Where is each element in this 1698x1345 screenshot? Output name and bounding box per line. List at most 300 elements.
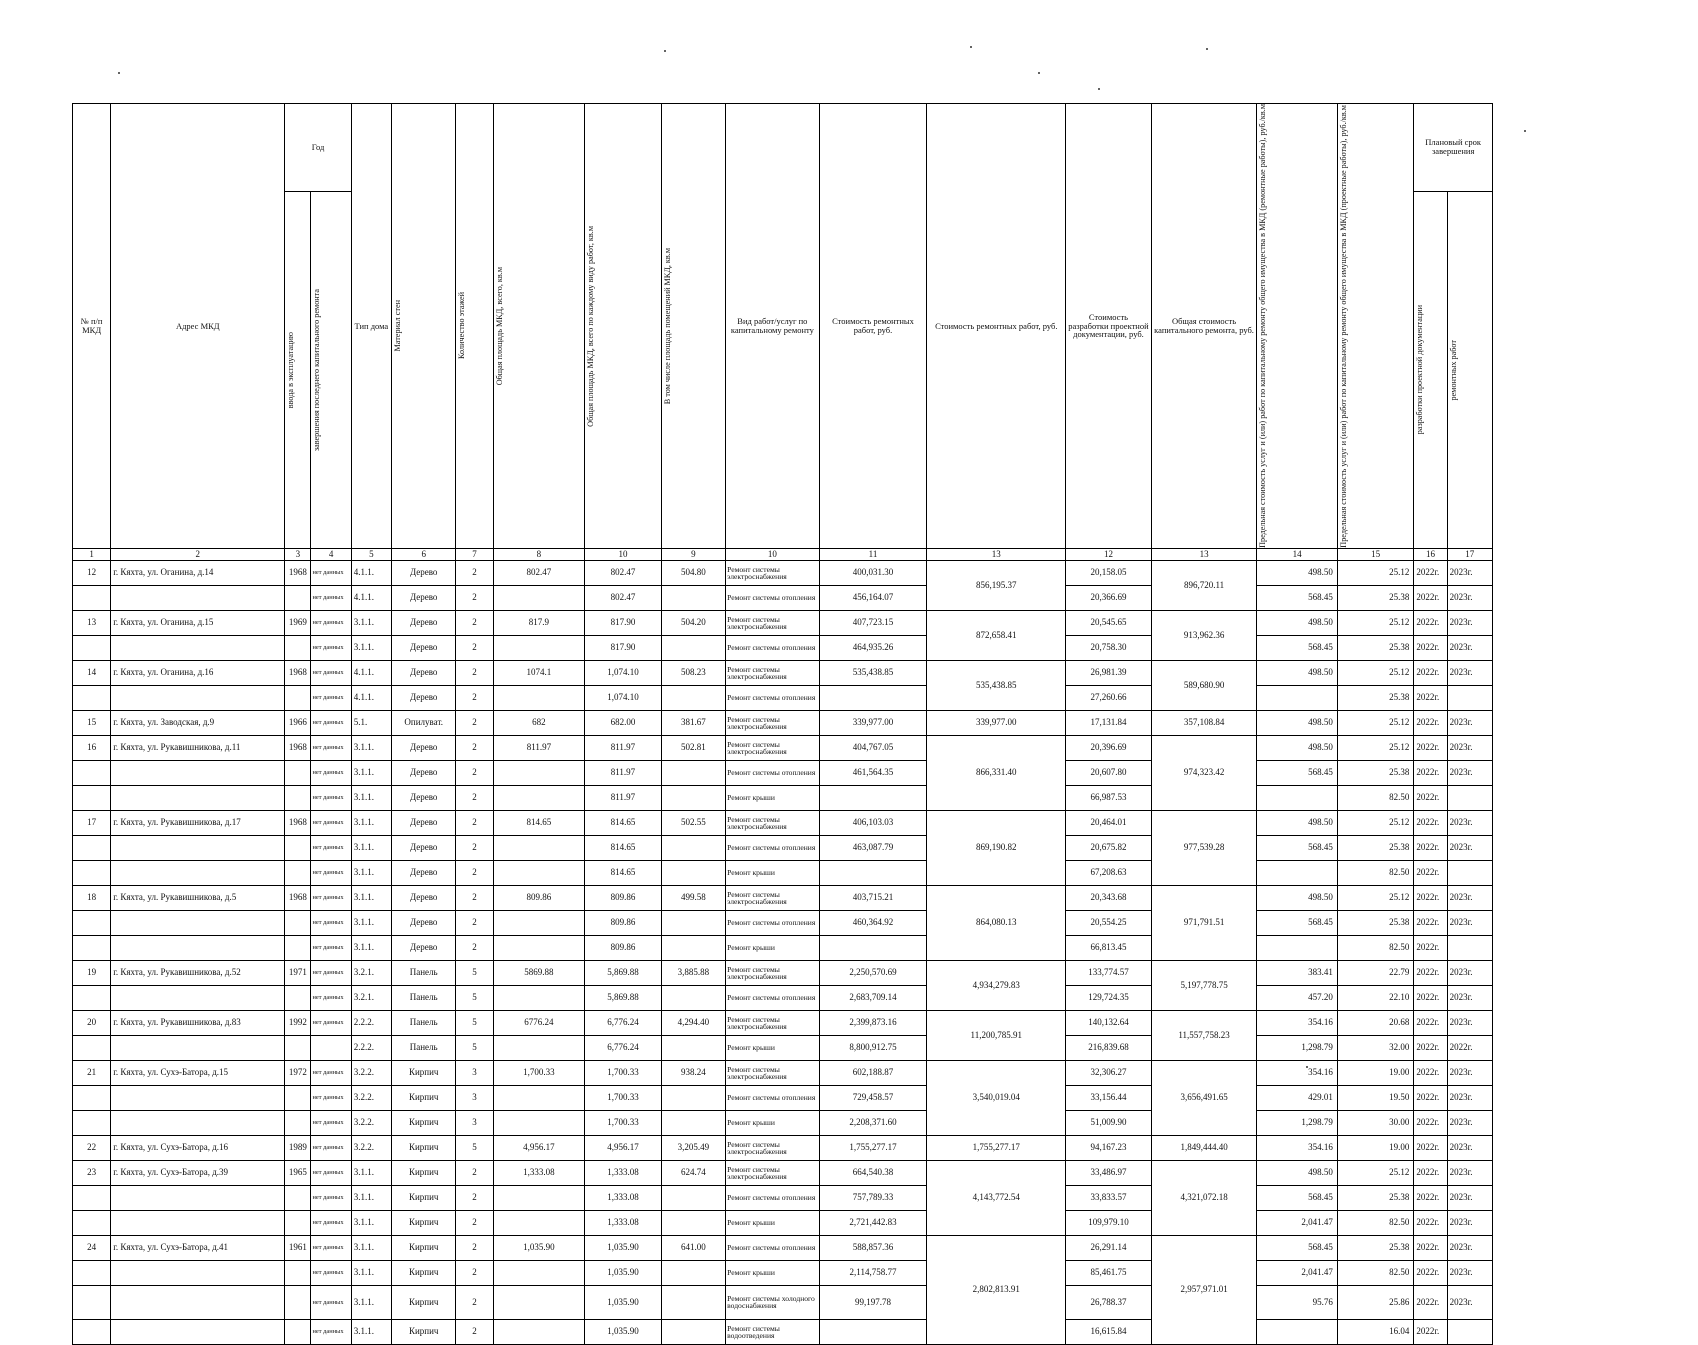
- table-row: [73, 560, 1493, 585]
- floors: 2: [456, 860, 493, 885]
- cost-design: 33,833.57: [1066, 1185, 1152, 1210]
- cost-design: 17,131.84: [1066, 710, 1152, 735]
- mkd-number: [73, 585, 111, 610]
- table-row: [73, 585, 1493, 610]
- year-last-repair: нет данных: [311, 660, 351, 685]
- wall-material: Дерево: [391, 760, 455, 785]
- work-type: Ремонт системы электроснабжения: [726, 710, 820, 735]
- total-area: 682: [493, 710, 585, 735]
- floors: 2: [456, 710, 493, 735]
- mkd-address: [111, 1085, 285, 1110]
- table-row: [73, 710, 1493, 735]
- wall-material: Кирпич: [391, 1160, 455, 1185]
- cost-repair: 464,935.26: [819, 635, 927, 660]
- total-area: 814.65: [493, 810, 585, 835]
- area-by-work: 1,035.90: [585, 1319, 661, 1344]
- total-area: 4,956.17: [493, 1135, 585, 1160]
- mkd-number: [73, 935, 111, 960]
- cost-design: 51,009.90: [1066, 1110, 1152, 1135]
- mkd-address: г. Кяхта, ул. Заводская, д.9: [111, 710, 285, 735]
- capital-repair-table: [72, 103, 1493, 1345]
- work-type: Ремонт системы отопления: [726, 585, 820, 610]
- header-plan-group: Плановый срок завершения: [1414, 104, 1493, 192]
- year-last-repair: нет данных: [311, 585, 351, 610]
- area-by-work: 811.97: [585, 735, 661, 760]
- plan-repair: [1447, 860, 1492, 885]
- cost-design: 20,554.25: [1066, 910, 1152, 935]
- year-last-repair: нет данных: [311, 710, 351, 735]
- total-area: [493, 860, 585, 885]
- plan-repair: 2023г.: [1447, 810, 1492, 835]
- limit-repair: 354.16: [1257, 1135, 1338, 1160]
- house-type: 3.1.1.: [351, 1210, 391, 1235]
- plan-repair: 2023г.: [1447, 1110, 1492, 1135]
- year-commission: 1968: [285, 660, 311, 685]
- cost-repair: 8,800,912.75: [819, 1035, 927, 1060]
- work-type: Ремонт системы электроснабжения: [726, 960, 820, 985]
- floors: 3: [456, 1060, 493, 1085]
- plan-repair: [1447, 935, 1492, 960]
- work-type: Ремонт системы отопления: [726, 635, 820, 660]
- scan-speck: [118, 72, 120, 74]
- floors: 2: [456, 560, 493, 585]
- header-cost-repair-total: Стоимость ремонтных работ, руб.: [927, 104, 1066, 549]
- cost-repair: 2,721,442.83: [819, 1210, 927, 1235]
- floors: 2: [456, 1235, 493, 1260]
- mkd-number: [73, 1285, 111, 1319]
- plan-design: 2022г.: [1414, 910, 1447, 935]
- limit-design: 82.50: [1337, 860, 1413, 885]
- header-cost-total: Общая стоимость капитального ремонта, руб.: [1151, 104, 1257, 549]
- cost-total: 3,656,491.65: [1151, 1060, 1257, 1135]
- total-area: 1,700.33: [493, 1060, 585, 1085]
- residential-area: [661, 1319, 725, 1344]
- mkd-address: г. Кяхта, ул. Сухэ-Батора, д.41: [111, 1235, 285, 1260]
- limit-repair: 95.76: [1257, 1285, 1338, 1319]
- total-area: [493, 685, 585, 710]
- wall-material: Дерево: [391, 685, 455, 710]
- cost-repair: [819, 785, 927, 810]
- table-row: [73, 1319, 1493, 1344]
- plan-repair: 2023г.: [1447, 1085, 1492, 1110]
- year-last-repair: нет данных: [311, 910, 351, 935]
- area-by-work: 814.65: [585, 810, 661, 835]
- house-type: 3.1.1.: [351, 935, 391, 960]
- floors: 5: [456, 960, 493, 985]
- table-row: [73, 810, 1493, 835]
- work-type: Ремонт системы холодного водоснабжения: [726, 1285, 820, 1319]
- header-year-commission: ввода в эксплуатацию: [285, 191, 311, 548]
- header-total-area: Общая площадь МКД, всего, кв.м: [493, 104, 585, 549]
- plan-design: 2022г.: [1414, 1210, 1447, 1235]
- wall-material: Дерево: [391, 635, 455, 660]
- column-number: 13: [927, 548, 1066, 560]
- total-area: [493, 1285, 585, 1319]
- limit-repair: 568.45: [1257, 585, 1338, 610]
- cost-repair: 407,723.15: [819, 610, 927, 635]
- residential-area: 4,294.40: [661, 1010, 725, 1035]
- year-last-repair: нет данных: [311, 810, 351, 835]
- plan-repair: 2023г.: [1447, 710, 1492, 735]
- cost-design: 20,158.05: [1066, 560, 1152, 585]
- year-commission: 1968: [285, 735, 311, 760]
- plan-repair: 2023г.: [1447, 1185, 1492, 1210]
- limit-repair: 498.50: [1257, 660, 1338, 685]
- house-type: 3.1.1.: [351, 1319, 391, 1344]
- limit-design: 82.50: [1337, 785, 1413, 810]
- plan-design: 2022г.: [1414, 660, 1447, 685]
- limit-repair: 498.50: [1257, 610, 1338, 635]
- plan-design: 2022г.: [1414, 1260, 1447, 1285]
- cost-repair: 99,197.78: [819, 1285, 927, 1319]
- table-row: [73, 960, 1493, 985]
- cost-repair: 535,438.85: [819, 660, 927, 685]
- column-number: 15: [1337, 548, 1413, 560]
- limit-design: 22.79: [1337, 960, 1413, 985]
- residential-area: 3,205.49: [661, 1135, 725, 1160]
- cost-design: 140,132.64: [1066, 1010, 1152, 1035]
- residential-area: 381.67: [661, 710, 725, 735]
- table-row: [73, 935, 1493, 960]
- header-plan-design: разработки проектной документации: [1414, 191, 1447, 548]
- header-area-by-work: Общая площадь МКД, всего по каждому виду работ, кв.м: [585, 104, 661, 549]
- limit-design: 19.50: [1337, 1085, 1413, 1110]
- cost-total: 1,849,444.40: [1151, 1135, 1257, 1160]
- table-row: [73, 885, 1493, 910]
- cost-design: 20,545.65: [1066, 610, 1152, 635]
- cost-design: 20,607.80: [1066, 760, 1152, 785]
- residential-area: [661, 760, 725, 785]
- mkd-address: [111, 1260, 285, 1285]
- area-by-work: 809.86: [585, 885, 661, 910]
- mkd-number: 20: [73, 1010, 111, 1035]
- mkd-number: [73, 760, 111, 785]
- year-last-repair: нет данных: [311, 1135, 351, 1160]
- plan-repair: [1447, 1319, 1492, 1344]
- year-last-repair: нет данных: [311, 560, 351, 585]
- limit-repair: 498.50: [1257, 810, 1338, 835]
- limit-design: 25.12: [1337, 1160, 1413, 1185]
- year-last-repair: нет данных: [311, 635, 351, 660]
- year-commission: 1969: [285, 610, 311, 635]
- cost-design: 20,464.01: [1066, 810, 1152, 835]
- wall-material: Дерево: [391, 885, 455, 910]
- total-area: [493, 1319, 585, 1344]
- year-commission: [285, 935, 311, 960]
- area-by-work: 6,776.24: [585, 1035, 661, 1060]
- residential-area: [661, 1035, 725, 1060]
- column-number: 12: [1066, 548, 1152, 560]
- column-number: 13: [1151, 548, 1257, 560]
- plan-repair: 2023г.: [1447, 1285, 1492, 1319]
- limit-design: 19.00: [1337, 1060, 1413, 1085]
- mkd-address: г. Кяхта, ул. Сухэ-Батора, д.39: [111, 1160, 285, 1185]
- house-type: 3.1.1.: [351, 860, 391, 885]
- residential-area: 624.74: [661, 1160, 725, 1185]
- area-by-work: 1,700.33: [585, 1060, 661, 1085]
- work-type: Ремонт системы отопления: [726, 760, 820, 785]
- year-commission: 1965: [285, 1160, 311, 1185]
- total-area: 809.86: [493, 885, 585, 910]
- total-area: [493, 1035, 585, 1060]
- floors: 2: [456, 735, 493, 760]
- year-last-repair: нет данных: [311, 610, 351, 635]
- year-last-repair: нет данных: [311, 1185, 351, 1210]
- year-last-repair: [311, 1035, 351, 1060]
- limit-design: 25.38: [1337, 835, 1413, 860]
- floors: 2: [456, 660, 493, 685]
- work-type: Ремонт крыши: [726, 1110, 820, 1135]
- mkd-number: [73, 1085, 111, 1110]
- wall-material: Дерево: [391, 935, 455, 960]
- floors: 5: [456, 1135, 493, 1160]
- wall-material: Панель: [391, 960, 455, 985]
- cost-total: 5,197,778.75: [1151, 960, 1257, 1010]
- area-by-work: 817.90: [585, 635, 661, 660]
- residential-area: [661, 835, 725, 860]
- residential-area: [661, 1285, 725, 1319]
- mkd-address: г. Кяхта, ул. Сухэ-Батора, д.15: [111, 1060, 285, 1085]
- floors: 2: [456, 760, 493, 785]
- year-last-repair: нет данных: [311, 1285, 351, 1319]
- cost-design: 33,486.97: [1066, 1160, 1152, 1185]
- year-last-repair: нет данных: [311, 1235, 351, 1260]
- limit-repair: 568.45: [1257, 1185, 1338, 1210]
- header-residential-area: В том числе площадь помещений МКД, кв.м: [661, 104, 725, 549]
- cost-repair: 602,188.87: [819, 1060, 927, 1085]
- cost-repair-total: 866,331.40: [927, 735, 1066, 810]
- work-type: Ремонт крыши: [726, 935, 820, 960]
- house-type: 4.1.1.: [351, 685, 391, 710]
- year-commission: [285, 1185, 311, 1210]
- cost-repair-total: 872,658.41: [927, 610, 1066, 660]
- mkd-number: [73, 835, 111, 860]
- total-area: [493, 985, 585, 1010]
- cost-repair: 404,767.05: [819, 735, 927, 760]
- plan-repair: 2023г.: [1447, 735, 1492, 760]
- plan-repair: 2023г.: [1447, 985, 1492, 1010]
- wall-material: Кирпич: [391, 1085, 455, 1110]
- area-by-work: 814.65: [585, 835, 661, 860]
- plan-repair: 2023г.: [1447, 660, 1492, 685]
- year-last-repair: нет данных: [311, 1010, 351, 1035]
- cost-repair: [819, 685, 927, 710]
- floors: 2: [456, 1319, 493, 1344]
- total-area: 1,035.90: [493, 1235, 585, 1260]
- scan-speck: [1098, 88, 1100, 90]
- mkd-address: [111, 910, 285, 935]
- plan-repair: [1447, 685, 1492, 710]
- work-type: Ремонт системы электроснабжения: [726, 1160, 820, 1185]
- cost-repair: [819, 1319, 927, 1344]
- work-type: Ремонт системы электроснабжения: [726, 560, 820, 585]
- cost-repair-total: 339,977.00: [927, 710, 1066, 735]
- year-commission: [285, 860, 311, 885]
- scan-speck: [1524, 130, 1526, 132]
- house-type: 3.2.2.: [351, 1060, 391, 1085]
- limit-repair: 1,298.79: [1257, 1110, 1338, 1135]
- floors: 2: [456, 585, 493, 610]
- plan-repair: 2023г.: [1447, 1235, 1492, 1260]
- work-type: Ремонт системы отопления: [726, 910, 820, 935]
- residential-area: 3,885.88: [661, 960, 725, 985]
- wall-material: Кирпич: [391, 1235, 455, 1260]
- table-row: [73, 1035, 1493, 1060]
- house-type: 3.1.1.: [351, 1260, 391, 1285]
- area-by-work: 1,333.08: [585, 1160, 661, 1185]
- wall-material: Кирпич: [391, 1319, 455, 1344]
- year-last-repair: нет данных: [311, 1260, 351, 1285]
- limit-repair: 568.45: [1257, 1235, 1338, 1260]
- cost-design: 26,981.39: [1066, 660, 1152, 685]
- cost-repair: 2,399,873.16: [819, 1010, 927, 1035]
- cost-repair: 461,564.35: [819, 760, 927, 785]
- total-area: [493, 785, 585, 810]
- area-by-work: 817.90: [585, 610, 661, 635]
- floors: 2: [456, 885, 493, 910]
- table-row: [73, 1060, 1493, 1085]
- wall-material: Панель: [391, 1035, 455, 1060]
- year-commission: [285, 760, 311, 785]
- year-last-repair: нет данных: [311, 1085, 351, 1110]
- limit-repair: 429.01: [1257, 1085, 1338, 1110]
- area-by-work: 682.00: [585, 710, 661, 735]
- total-area: 6776.24: [493, 1010, 585, 1035]
- residential-area: 504.80: [661, 560, 725, 585]
- year-commission: 1968: [285, 560, 311, 585]
- residential-area: [661, 1085, 725, 1110]
- mkd-number: 22: [73, 1135, 111, 1160]
- year-last-repair: нет данных: [311, 985, 351, 1010]
- column-number: 10: [726, 548, 820, 560]
- house-type: 3.1.1.: [351, 835, 391, 860]
- plan-design: 2022г.: [1414, 985, 1447, 1010]
- year-last-repair: нет данных: [311, 935, 351, 960]
- residential-area: 499.58: [661, 885, 725, 910]
- table-row: [73, 760, 1493, 785]
- floors: 5: [456, 1035, 493, 1060]
- house-type: 3.1.1.: [351, 1285, 391, 1319]
- plan-design: 2022г.: [1414, 635, 1447, 660]
- work-type: Ремонт системы электроснабжения: [726, 735, 820, 760]
- residential-area: [661, 635, 725, 660]
- plan-design: 2022г.: [1414, 735, 1447, 760]
- work-type: Ремонт системы электроснабжения: [726, 610, 820, 635]
- residential-area: [661, 860, 725, 885]
- residential-area: 502.81: [661, 735, 725, 760]
- year-last-repair: нет данных: [311, 960, 351, 985]
- limit-repair: 354.16: [1257, 1010, 1338, 1035]
- cost-repair: [819, 935, 927, 960]
- year-commission: [285, 1260, 311, 1285]
- wall-material: Кирпич: [391, 1210, 455, 1235]
- cost-repair: 2,208,371.60: [819, 1110, 927, 1135]
- plan-design: 2022г.: [1414, 1285, 1447, 1319]
- plan-design: 2022г.: [1414, 785, 1447, 810]
- area-by-work: 5,869.88: [585, 960, 661, 985]
- cost-repair-total: 1,755,277.17: [927, 1135, 1066, 1160]
- plan-repair: 2023г.: [1447, 760, 1492, 785]
- total-area: [493, 635, 585, 660]
- residential-area: 502.55: [661, 810, 725, 835]
- wall-material: Дерево: [391, 810, 455, 835]
- plan-design: 2022г.: [1414, 1110, 1447, 1135]
- house-type: 3.1.1.: [351, 635, 391, 660]
- mkd-address: [111, 1319, 285, 1344]
- column-number: 6: [391, 548, 455, 560]
- cost-repair: 2,683,709.14: [819, 985, 927, 1010]
- table-row: [73, 1135, 1493, 1160]
- mkd-address: [111, 1110, 285, 1135]
- total-area: [493, 585, 585, 610]
- limit-design: 25.38: [1337, 1235, 1413, 1260]
- wall-material: Дерево: [391, 835, 455, 860]
- plan-repair: 2023г.: [1447, 1260, 1492, 1285]
- house-type: 3.1.1.: [351, 610, 391, 635]
- table-row: [73, 985, 1493, 1010]
- cost-total: 896,720.11: [1151, 560, 1257, 610]
- year-last-repair: нет данных: [311, 685, 351, 710]
- cost-total: 977,539.28: [1151, 810, 1257, 885]
- work-type: Ремонт системы электроснабжения: [726, 1010, 820, 1035]
- house-type: 3.1.1.: [351, 1185, 391, 1210]
- plan-design: 2022г.: [1414, 560, 1447, 585]
- house-type: 3.2.1.: [351, 960, 391, 985]
- mkd-number: [73, 1110, 111, 1135]
- header-floors: Количество этажей: [456, 104, 493, 549]
- cost-design: 33,156.44: [1066, 1085, 1152, 1110]
- house-type: 3.1.1.: [351, 885, 391, 910]
- cost-repair-total: 864,080.13: [927, 885, 1066, 960]
- scan-speck: [1038, 72, 1040, 74]
- floors: 2: [456, 1185, 493, 1210]
- scan-speck: [664, 50, 666, 52]
- column-number: 16: [1414, 548, 1447, 560]
- plan-design: 2022г.: [1414, 1185, 1447, 1210]
- work-type: Ремонт системы электроснабжения: [726, 1135, 820, 1160]
- cost-total: 913,962.36: [1151, 610, 1257, 660]
- limit-repair: [1257, 935, 1338, 960]
- year-commission: [285, 635, 311, 660]
- cost-repair: [819, 860, 927, 885]
- limit-design: 25.12: [1337, 735, 1413, 760]
- mkd-address: г. Кяхта, ул. Оганина, д.16: [111, 660, 285, 685]
- mkd-address: [111, 685, 285, 710]
- column-number: 2: [111, 548, 285, 560]
- mkd-address: г. Кяхта, ул. Рукавишникова, д.17: [111, 810, 285, 835]
- cost-total: 11,557,758.23: [1151, 1010, 1257, 1060]
- year-commission: 1989: [285, 1135, 311, 1160]
- year-commission: [285, 1319, 311, 1344]
- year-last-repair: нет данных: [311, 785, 351, 810]
- table-row: [73, 685, 1493, 710]
- plan-repair: 2023г.: [1447, 635, 1492, 660]
- table-row: [73, 1260, 1493, 1285]
- area-by-work: 1,074.10: [585, 685, 661, 710]
- house-type: 3.1.1.: [351, 760, 391, 785]
- cost-design: 32,306.27: [1066, 1060, 1152, 1085]
- plan-design: 2022г.: [1414, 860, 1447, 885]
- work-type: Ремонт системы отопления: [726, 985, 820, 1010]
- cost-design: 109,979.10: [1066, 1210, 1152, 1235]
- cost-design: 27,260.66: [1066, 685, 1152, 710]
- plan-design: 2022г.: [1414, 935, 1447, 960]
- cost-design: 16,615.84: [1066, 1319, 1152, 1344]
- table-row: [73, 860, 1493, 885]
- house-type: 4.1.1.: [351, 660, 391, 685]
- plan-design: 2022г.: [1414, 1060, 1447, 1085]
- house-type: 3.1.1.: [351, 735, 391, 760]
